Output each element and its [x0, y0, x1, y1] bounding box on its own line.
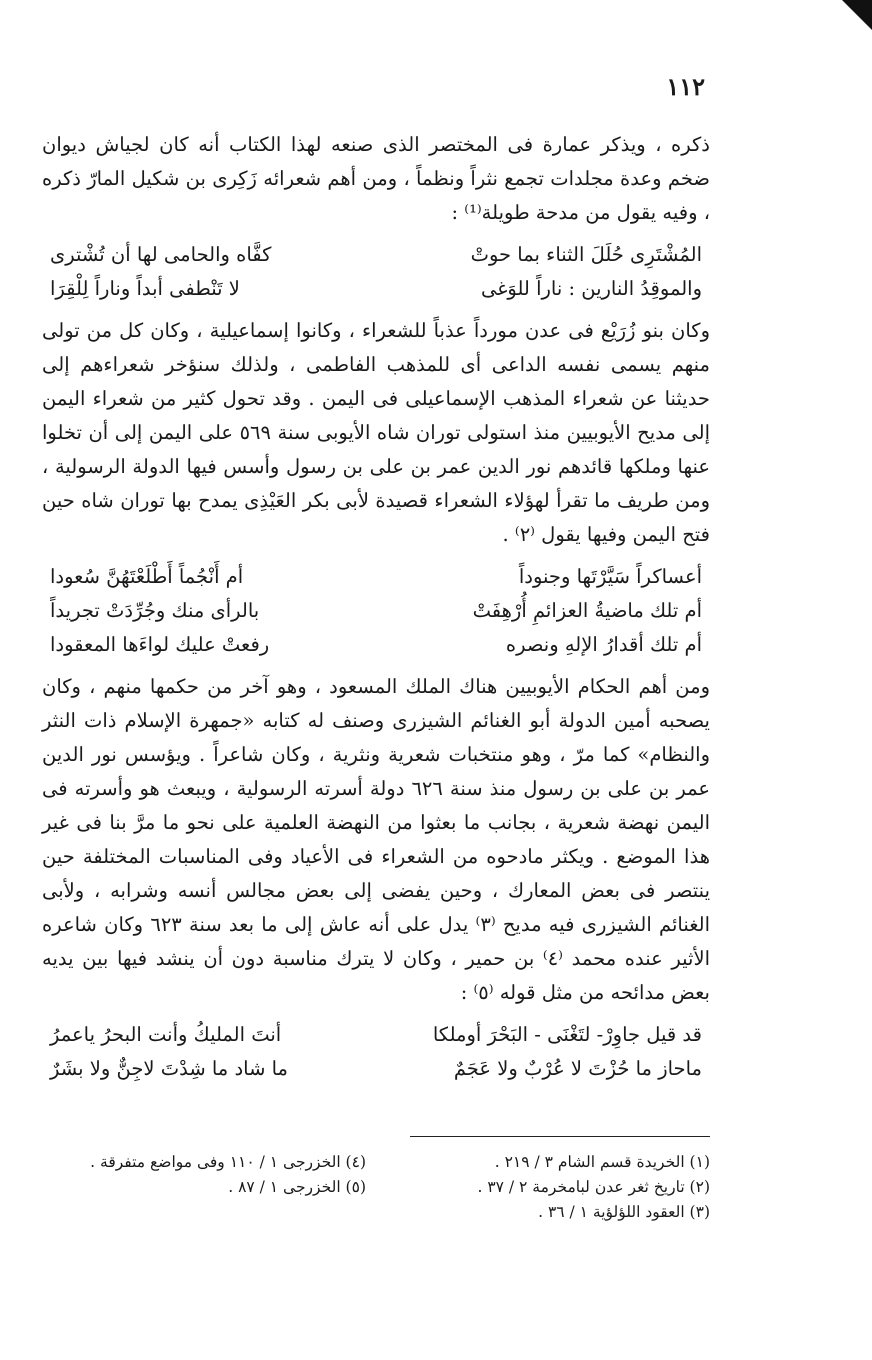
verse-hemistich-right: ماحاز ما حُزْتَ لا عُرْبٌ ولا عَجَمٌ — [453, 1057, 702, 1080]
page-number: ١١٢ — [666, 72, 705, 101]
footnote: (٢) تاريخ ثغر عدن لبامخرمة ٢ / ٣٧ . — [477, 1178, 710, 1196]
verse-block-2 — [42, 560, 710, 662]
verse-line — [42, 594, 710, 628]
paragraph-1: ذكره ، ويذكر عمارة فى المختصر الذى صنعه لهذا الكتاب أنه كان لجياش ديوان ضخم وعدة مجلدات تجمع نثراً ونظماً ، ومن أهم شعرائه زَكِرى بن شكيل المارّ ذكره ، وفيه يقول من مدحة طويلة⁽¹⁾ : — [42, 133, 710, 224]
verse-hemistich-right: أم تلك ماضيةُ العزائمِ أُرْهِفَتْ — [472, 599, 702, 622]
verse-line — [42, 628, 710, 662]
corner-mark — [842, 0, 872, 30]
footnotes-right-column — [386, 1150, 710, 1225]
verse-hemistich-left: رفعتْ عليك لواءَها المعقودا — [50, 633, 270, 656]
verse-block-1 — [42, 238, 710, 306]
verse-hemistich-left: ما شاد ما شِدْتَ لاجِنٌّ ولا بشَرٌ — [50, 1057, 288, 1080]
footnote: (٤) الخزرجى ١ / ١١٠ وفى مواضع متفرقة . — [90, 1153, 366, 1171]
verse-line — [42, 560, 710, 594]
verse-line — [42, 1052, 710, 1086]
footnote-divider — [410, 1136, 710, 1137]
verse-hemistich-left: كفَّاه والحامى لها أن تُشْترى — [50, 243, 272, 266]
verse-line — [42, 272, 710, 306]
verse-hemistich-right: قد قيل جاوِرْ- لتَغْنَى - البَحْرَ أوملكا — [432, 1023, 702, 1046]
verse-hemistich-left: بالرأى منك وجُرِّدَتْ تجريداً — [50, 599, 260, 622]
footnotes — [42, 1150, 710, 1225]
footnote: (١) الخريدة قسم الشام ٣ / ٢١٩ . — [494, 1153, 710, 1171]
verse-block-3 — [42, 1018, 710, 1086]
paragraph-2: وكان بنو زُرَيْع فى عدن مورداً عذباً للشعراء ، وكانوا إسماعيلية ، وكان كل من تولى منهم يسمى نفسه الداعى أى للمذهب الفاطمى ، ولذلك سنؤخر شعراءهم إلى حديثنا عن شعراء المذهب الإسماعيلى فى اليمن . وقد تحول كثير من شعراء اليمن إلى مديح الأيوبيين منذ استولى توران شاه الأيوبى سنة ٥٦٩ على اليمن إلى أن تخلوا عنها وملكها قائدهم نور الدين عمر بن على بن رسول وأسس فيها الدولة الرسولية ، ومن طريف ما تقرأ لهؤلاء الشعراء قصيدة لأبى بكر العَيْذِى يمدح بها توران شاه حين فتح اليمن وفيها يقول ⁽٢⁾ . — [42, 319, 711, 546]
verse-hemistich-left: لا تَنْطفى أبداً وناراً لِلْقِرَا — [50, 277, 240, 300]
verse-hemistich-right: أم تلك أقدارُ الإلهِ ونصره — [505, 633, 702, 656]
verse-hemistich-right: المُشْتَرِى حُلَلَ الثناء بما حوتْ — [470, 243, 702, 266]
footnote: (٣) العقود اللؤلؤية ١ / ٣٦ . — [538, 1203, 710, 1221]
footnote: (٥) الخزرجى ١ / ٨٧ . — [228, 1178, 366, 1196]
verse-hemistich-left: أم أَنْجُماً أَطْلَعْتَهُنَّ سُعودا — [50, 565, 244, 588]
verse-hemistich-left: أنتَ المليكُ وأنت البحرُ ياعمرُ — [50, 1023, 282, 1046]
verse-hemistich-right: أعساكراً سَيَّرْتَها وجنوداً — [518, 565, 702, 588]
verse-line — [42, 1018, 710, 1052]
paragraph-3: ومن أهم الحكام الأيوبيين هناك الملك المسعود ، وهو آخر من حكمها منهم ، وكان يصحبه أمين الدولة أبو الغنائم الشيزرى وصنف له كتابه «جمهرة الإسلام ذات النثر والنظام» كما مرّ ، وهو منتخبات شعرية ونثرية ، وكان شاعراً . ويؤسس نور الدين عمر بن على بن رسول منذ سنة ٦٢٦ دولة أسرته الرسولية ، ويبعث هو وأسرته فى اليمن نهضة شعرية ، بجانب ما بعثوا من النهضة العلمية على نحو ما مرَّ بنا فى غير هذا الموضع . ويكثر مادحوه من الشعراء فى الأعياد وفى المناسبات المختلفة حين ينتصر فى بعض المعارك ، وحين يفضى إلى بعض مجالس أنسه وشرابه ، ولأبى الغنائم الشيزرى فيه مديح ⁽٣⁾ يدل على أنه عاش إلى ما بعد سنة ٦٢٣ وكان شاعره الأثير عنده محمد ⁽٤⁾ بن حمير ، وكان لا يترك مناسبة دون أن ينشد فيها بين يديه بعض مدائحه من مثل قوله ⁽٥⁾ : — [42, 675, 711, 1004]
verse-line — [42, 238, 710, 272]
main-text — [42, 128, 710, 1094]
footnotes-left-column — [42, 1150, 366, 1225]
verse-hemistich-right: والموقِدُ النارين : ناراً للوَغى — [480, 277, 702, 300]
